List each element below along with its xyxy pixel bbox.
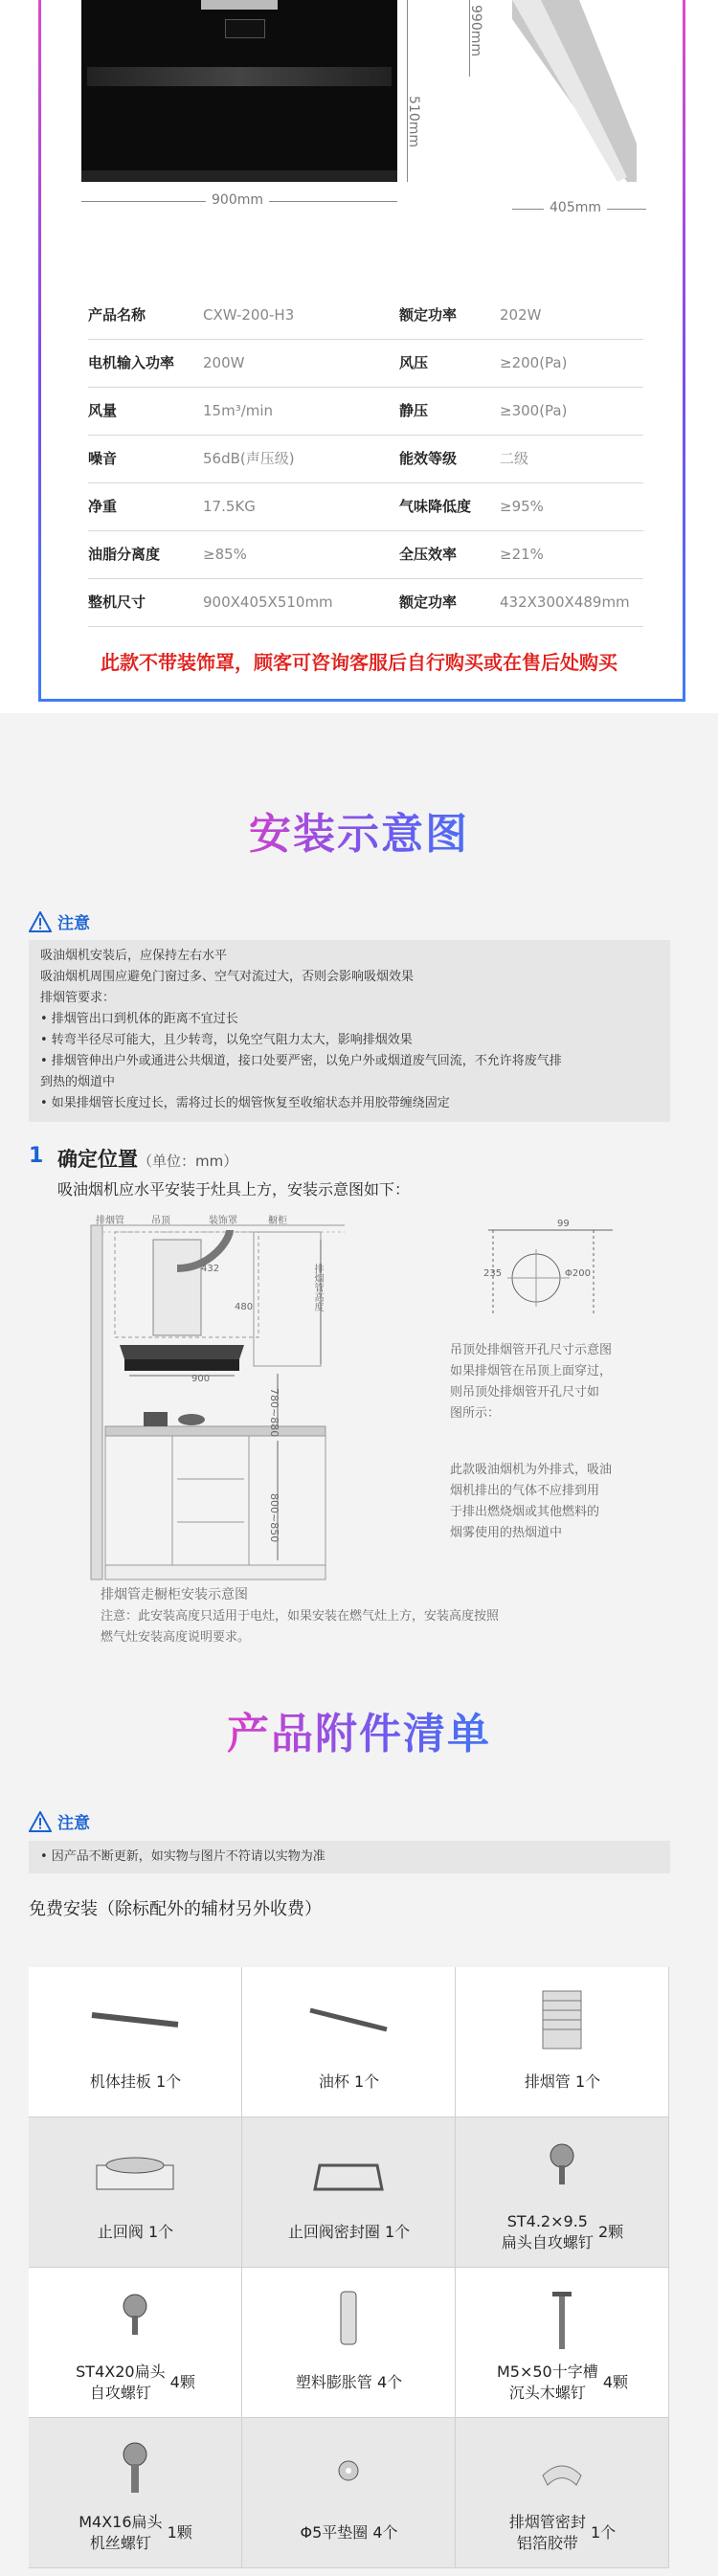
label-200: Φ200 xyxy=(565,1268,591,1279)
spec-row xyxy=(88,292,643,340)
ceiling-hole-text xyxy=(450,1340,612,1424)
wall-bracket-icon xyxy=(87,1986,183,2053)
label-range2: 800~850 xyxy=(268,1493,280,1543)
text-line: 如果排烟管在吊顶上面穿过， xyxy=(450,1364,613,1378)
label-432: 432 xyxy=(201,1264,220,1274)
spec-key: 风压 xyxy=(399,354,429,371)
step-number: 1 xyxy=(29,1144,44,1168)
accessory-label: 油杯 1个 xyxy=(318,2072,380,2091)
screw-icon xyxy=(87,2287,183,2354)
label-range1: 780~880 xyxy=(268,1388,280,1438)
spec-key: 额定功率 xyxy=(399,594,458,611)
anchor-icon xyxy=(301,2287,396,2354)
spec-value: 17.5KG xyxy=(203,498,256,515)
spec-key: 额定功率 xyxy=(399,306,458,324)
install-notes-box xyxy=(29,940,670,1122)
spec-value: ≥21% xyxy=(500,546,544,563)
wood-screw-icon xyxy=(514,2287,610,2354)
machine-screw-icon xyxy=(87,2437,183,2504)
oil-cup-icon xyxy=(301,1986,396,2053)
label-pipe: 排烟管 xyxy=(96,1216,124,1226)
accessory-item xyxy=(456,2418,669,2568)
spec-row xyxy=(88,531,643,579)
accessories-note: • 因产品不断更新，如实物与图片不符请以实物为准 xyxy=(29,1841,670,1873)
spec-row xyxy=(88,388,643,436)
label-480: 480 xyxy=(235,1302,254,1312)
accessory-item xyxy=(29,1967,242,2117)
spec-key: 气味降低度 xyxy=(399,498,472,515)
accessory-item xyxy=(29,2117,242,2268)
note-line: • 排烟管出口到机体的距离不宜过长 xyxy=(40,1012,238,1026)
label-pipe-height: 排烟管高度 xyxy=(312,1264,323,1311)
notice-text: 此款不带装饰罩，顾客可咨询客服后自行购买或在售后处购买 xyxy=(101,651,617,674)
spec-key: 静压 xyxy=(399,402,429,419)
width-dimension: 900mm xyxy=(206,192,269,208)
warning-icon xyxy=(29,911,52,932)
free-install-text: 免费安装（除标配外的辅材另外收费） xyxy=(29,1899,322,1919)
spec-value: 15m³/min xyxy=(203,402,274,419)
text-line: 此款吸油烟机为外排式，吸油 xyxy=(450,1463,613,1477)
spec-key: 整机尺寸 xyxy=(88,594,146,611)
accessory-item xyxy=(456,2117,669,2268)
text-line: 燃气灶安装高度说明要求。 xyxy=(101,1630,251,1645)
accessory-label: ST4.2×9.5 扁头自攻螺钉 2颗 xyxy=(501,2212,624,2251)
accessory-label: Φ5平垫圈 4个 xyxy=(300,2522,398,2542)
spec-row xyxy=(88,483,643,531)
note-line: • 转弯半径尽可能大，且少转弯，以免空气阻力太大，影响排烟效果 xyxy=(40,1033,413,1047)
accessory-label: 排烟管 1个 xyxy=(524,2072,601,2091)
spec-row xyxy=(88,579,643,627)
accessory-label: ST4X20扁头 自攻螺钉 4颗 xyxy=(76,2363,195,2402)
label-cabinet: 橱柜 xyxy=(268,1216,287,1226)
spec-key: 净重 xyxy=(88,498,118,515)
accessory-label: 排烟管密封 铝箔胶带 1个 xyxy=(508,2513,617,2552)
install-attention: 注意 xyxy=(29,909,90,933)
spec-value: ≥300(Pa) xyxy=(500,402,568,419)
accessory-item xyxy=(29,2268,242,2418)
spec-key: 油脂分离度 xyxy=(88,546,161,563)
install-section xyxy=(0,728,718,1685)
accessory-item xyxy=(456,2268,669,2418)
accessory-label: 机体挂板 1个 xyxy=(89,2072,182,2091)
text-line: 于排出燃烧烟或其他燃料的 xyxy=(450,1505,600,1519)
text-line: 则吊顶处排烟管开孔尺寸如 xyxy=(450,1385,600,1400)
step-title: 确定位置（单位：mm） xyxy=(57,1148,238,1171)
spec-key: 能效等级 xyxy=(399,450,458,467)
check-valve-icon xyxy=(87,2137,183,2204)
note-line: • 如果排烟管长度过长，需将过长的烟管恢复至收缩状态并用胶带缠绕固定 xyxy=(40,1096,450,1110)
spec-section xyxy=(0,0,718,713)
accessory-item xyxy=(242,1967,456,2117)
label-ceiling: 吊顶 xyxy=(151,1216,170,1226)
spec-key: 产品名称 xyxy=(88,306,146,324)
spec-value: 56dB(声压级) xyxy=(203,450,295,467)
spec-value: ≥95% xyxy=(500,498,544,515)
note-line: 吸油烟机周围应避免门窗过多、空气对流过大，否则会影响吸烟效果 xyxy=(40,970,415,984)
range-hood-side-image xyxy=(512,0,646,182)
accessories-title: 产品附件清单 xyxy=(0,1699,718,1760)
accessory-label: 塑料膨胀管 4个 xyxy=(295,2372,403,2391)
screw-icon xyxy=(514,2137,610,2204)
spec-key: 噪音 xyxy=(88,450,118,467)
spec-value: 二级 xyxy=(500,450,529,467)
accessory-label: 止回阀密封圈 1个 xyxy=(287,2222,411,2241)
text-line: 烟雾使用的热烟道中 xyxy=(450,1526,563,1540)
exhaust-pipe-icon xyxy=(514,1986,610,2053)
accessories-section xyxy=(0,1690,718,2576)
accessory-item xyxy=(242,2117,456,2268)
tape-icon xyxy=(514,2437,610,2504)
text-line: 吊顶处排烟管开孔尺寸示意图 xyxy=(450,1343,613,1357)
spec-value: CXW-200-H3 xyxy=(203,306,295,324)
install-title: 安装示意图 xyxy=(0,799,718,861)
diagram-caption-note xyxy=(101,1606,499,1648)
text-line: 注意：此安装高度只适用于电灶，如果安装在燃气灶上方，安装高度按照 xyxy=(101,1609,500,1624)
depth-dimension: 405mm xyxy=(544,200,607,215)
range-hood-front-image xyxy=(81,0,397,182)
spec-value: 900X405X510mm xyxy=(203,594,333,611)
diagram-caption: 排烟管走橱柜安装示意图 xyxy=(101,1587,248,1602)
label-cover: 装饰罩 xyxy=(209,1216,237,1226)
spec-value: ≥85% xyxy=(203,546,247,563)
text-line: 图所示： xyxy=(450,1406,501,1421)
accessory-item xyxy=(456,1967,669,2117)
spec-row xyxy=(88,340,643,388)
spec-key: 电机输入功率 xyxy=(88,354,175,371)
accessories-grid xyxy=(29,1967,670,2570)
step-description: 吸油烟机应水平安装于灶具上方，安装示意图如下： xyxy=(57,1180,411,1198)
accessory-item xyxy=(242,2268,456,2418)
label-235: 235 xyxy=(483,1268,503,1279)
warning-icon xyxy=(29,1811,52,1832)
spec-table xyxy=(88,292,643,627)
text-line: 烟机排出的气体不应排到用 xyxy=(450,1484,600,1498)
body-height-dimension: 510mm xyxy=(406,96,421,147)
external-exhaust-text xyxy=(450,1460,612,1544)
note-line: 到热的烟道中 xyxy=(40,1075,116,1089)
accessory-item xyxy=(242,2418,456,2568)
spec-value: 432X300X489mm xyxy=(500,594,630,611)
accessory-item xyxy=(29,2418,242,2568)
spec-row xyxy=(88,436,643,483)
accessory-label: M4X16扁头 机丝螺钉 1颗 xyxy=(79,2513,192,2552)
accessories-attention: 注意 xyxy=(29,1809,90,1833)
spec-key: 全压效率 xyxy=(399,546,458,563)
spec-value: 200W xyxy=(203,354,245,371)
note-line: • 排烟管伸出户外或通进公共烟道，接口处要严密，以免户外或烟道废气回流，不允许将废气排 xyxy=(40,1054,562,1068)
seal-ring-icon xyxy=(301,2137,396,2204)
label-900: 900 xyxy=(191,1374,211,1384)
note-line: 吸油烟机安装后，应保持左右水平 xyxy=(40,949,228,963)
note-line: 排烟管要求： xyxy=(40,991,116,1005)
accessory-label: 止回阀 1个 xyxy=(97,2222,174,2241)
washer-icon xyxy=(301,2437,396,2504)
accessory-label: M5×50十字槽 沉头木螺钉 4颗 xyxy=(496,2363,629,2402)
spec-value: ≥200(Pa) xyxy=(500,354,568,371)
height-dimension: 990mm xyxy=(468,5,483,56)
label-99: 99 xyxy=(557,1219,570,1229)
spec-value: 202W xyxy=(500,306,542,324)
spec-key: 风量 xyxy=(88,402,118,419)
